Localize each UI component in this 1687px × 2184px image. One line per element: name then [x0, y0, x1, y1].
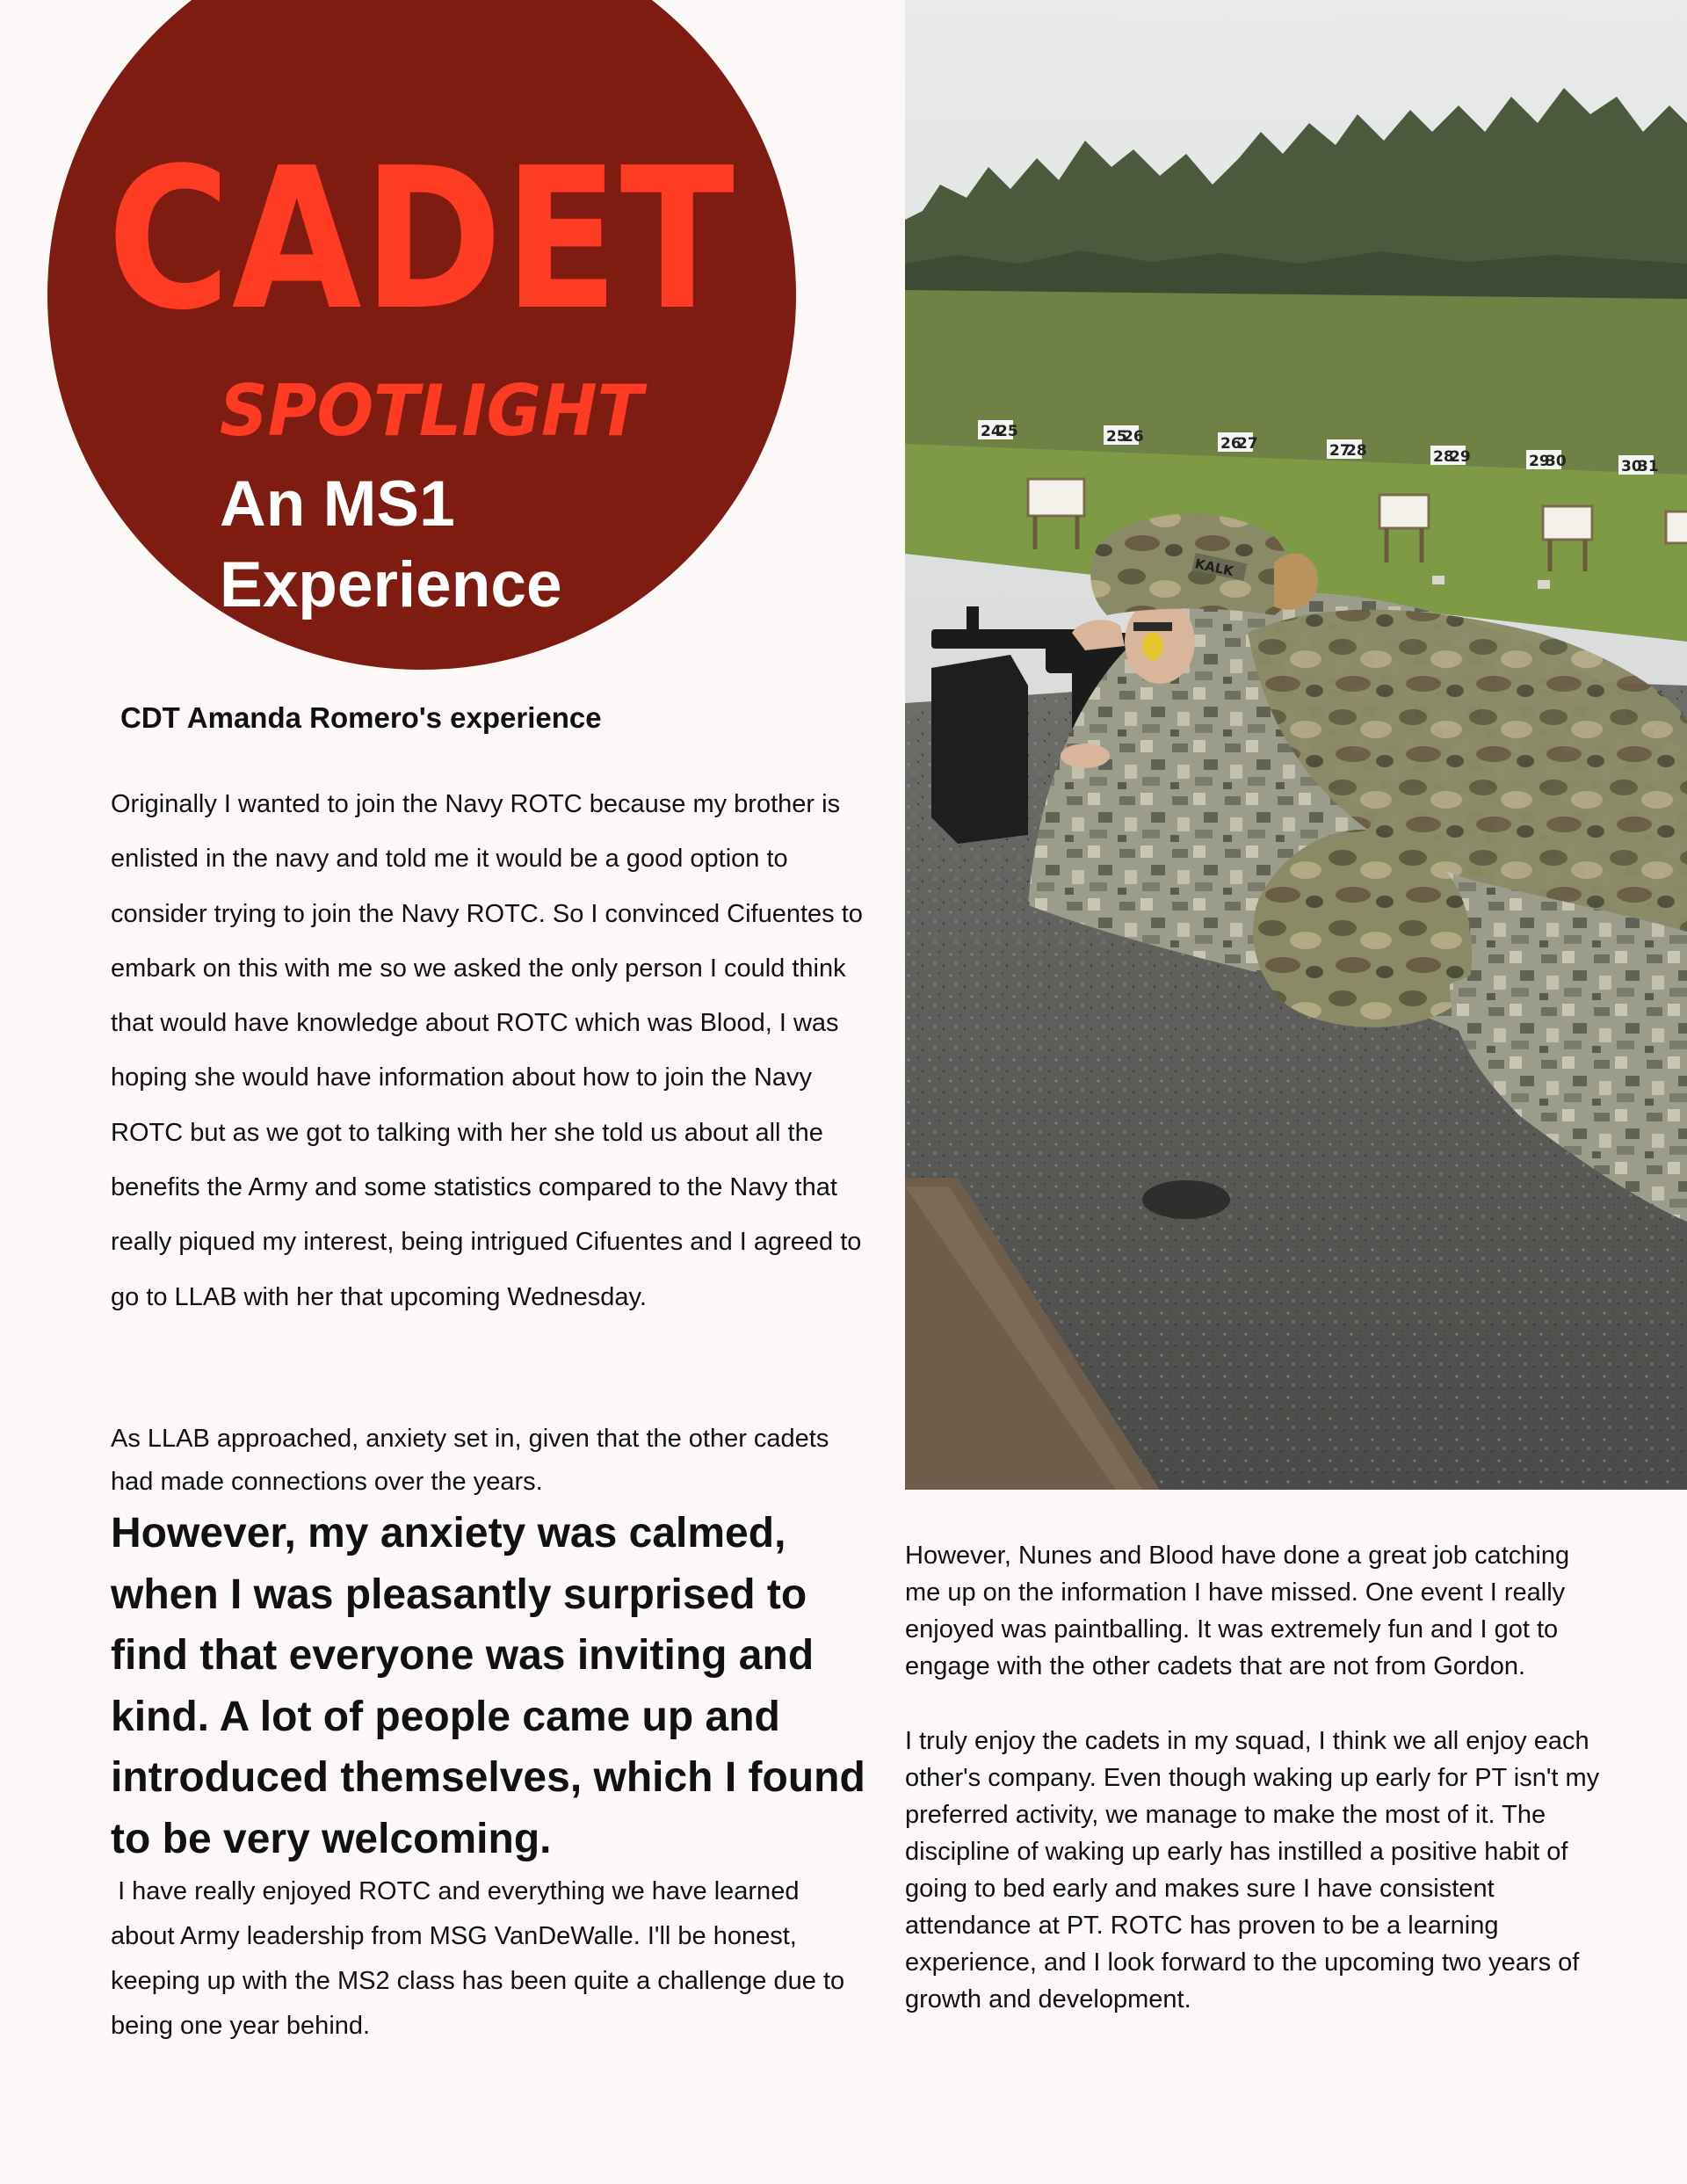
target-number: 30	[1621, 458, 1642, 475]
target-number: 24	[981, 423, 1002, 440]
target-number: 31	[1638, 458, 1659, 475]
subtitle-line-1: An MS1	[220, 468, 455, 540]
byline: CDT Amanda Romero's experience	[120, 701, 602, 734]
body-paragraph-2: As LLAB approached, anxiety set in, given that the other cadets had made connections over the years.	[111, 1425, 829, 1496]
headline-cadet: CADET	[107, 127, 736, 353]
body-paragraph-1: Originally I wanted to join the Navy ROTC because my brother is enlisted in the navy and told me it would be a good option to consider trying to join the Navy ROTC. So I convinced Cifuentes to embark on this with me so we asked the only person I could think that would have knowledge about ROTC which was Blood, I was hoping she would have information about how to join the Navy ROTC but as we got to talking with her she told us about all the benefits the Army and some statistics compared to the Navy that really piqued my interest, being intrigued Cifuentes and I agreed to go to LLAB with her that upcoming Wednesday.	[111, 790, 863, 1311]
target-number: 25	[997, 423, 1018, 440]
target-number: 26	[1220, 435, 1242, 453]
body-paragraph-4: However, Nunes and Blood have done a great job catching me up on the information I have missed. One event I really enjoyed was paintballing. It was extremely fun and I got to engage with the other cadets that are not from Gordon.	[905, 1542, 1570, 1680]
cadet-range-photo	[905, 0, 1687, 1490]
target-number: 27	[1237, 435, 1258, 453]
body-paragraph-3: I have really enjoyed ROTC and everything we have learned about Army leadership from MSG VanDeWalle. I'll be honest, keeping up with the MS2 class has been quite a challenge due to being one year behind.	[111, 1877, 852, 2040]
target-number: 27	[1329, 442, 1350, 460]
pull-quote: However, my anxiety was calmed, when I was pleasantly surprised to find that everyone was inviting and kind. A lot of people came up and introduced themselves, which I found to be very welcoming.	[111, 1510, 865, 1862]
target-number: 28	[1346, 442, 1367, 460]
target-number: 25	[1106, 428, 1127, 446]
photo-illustration	[905, 0, 1687, 1490]
target-number: 29	[1450, 448, 1471, 466]
target-number: 29	[1529, 453, 1550, 470]
headline-spotlight: SPOTLIGHT	[220, 370, 643, 452]
subtitle-line-2: Experience	[220, 549, 562, 620]
body-paragraph-5: I truly enjoy the cadets in my squad, I think we all enjoy each other's company. Even though waking up early for PT isn't my preferred activity, we manage to make the most of it. The discipline of waking up early has instilled a positive habit of going to bed early and makes sure I have consistent attendance at PT. ROTC has proven to be a learning experience, and I look forward to the upcoming two years of growth and development.	[905, 1727, 1600, 2013]
helmet-name-tape: KALK	[1193, 555, 1235, 580]
target-number: 26	[1123, 428, 1144, 446]
headline-subtitle	[220, 464, 562, 626]
target-number: 30	[1546, 453, 1567, 470]
target-number: 28	[1433, 448, 1454, 466]
